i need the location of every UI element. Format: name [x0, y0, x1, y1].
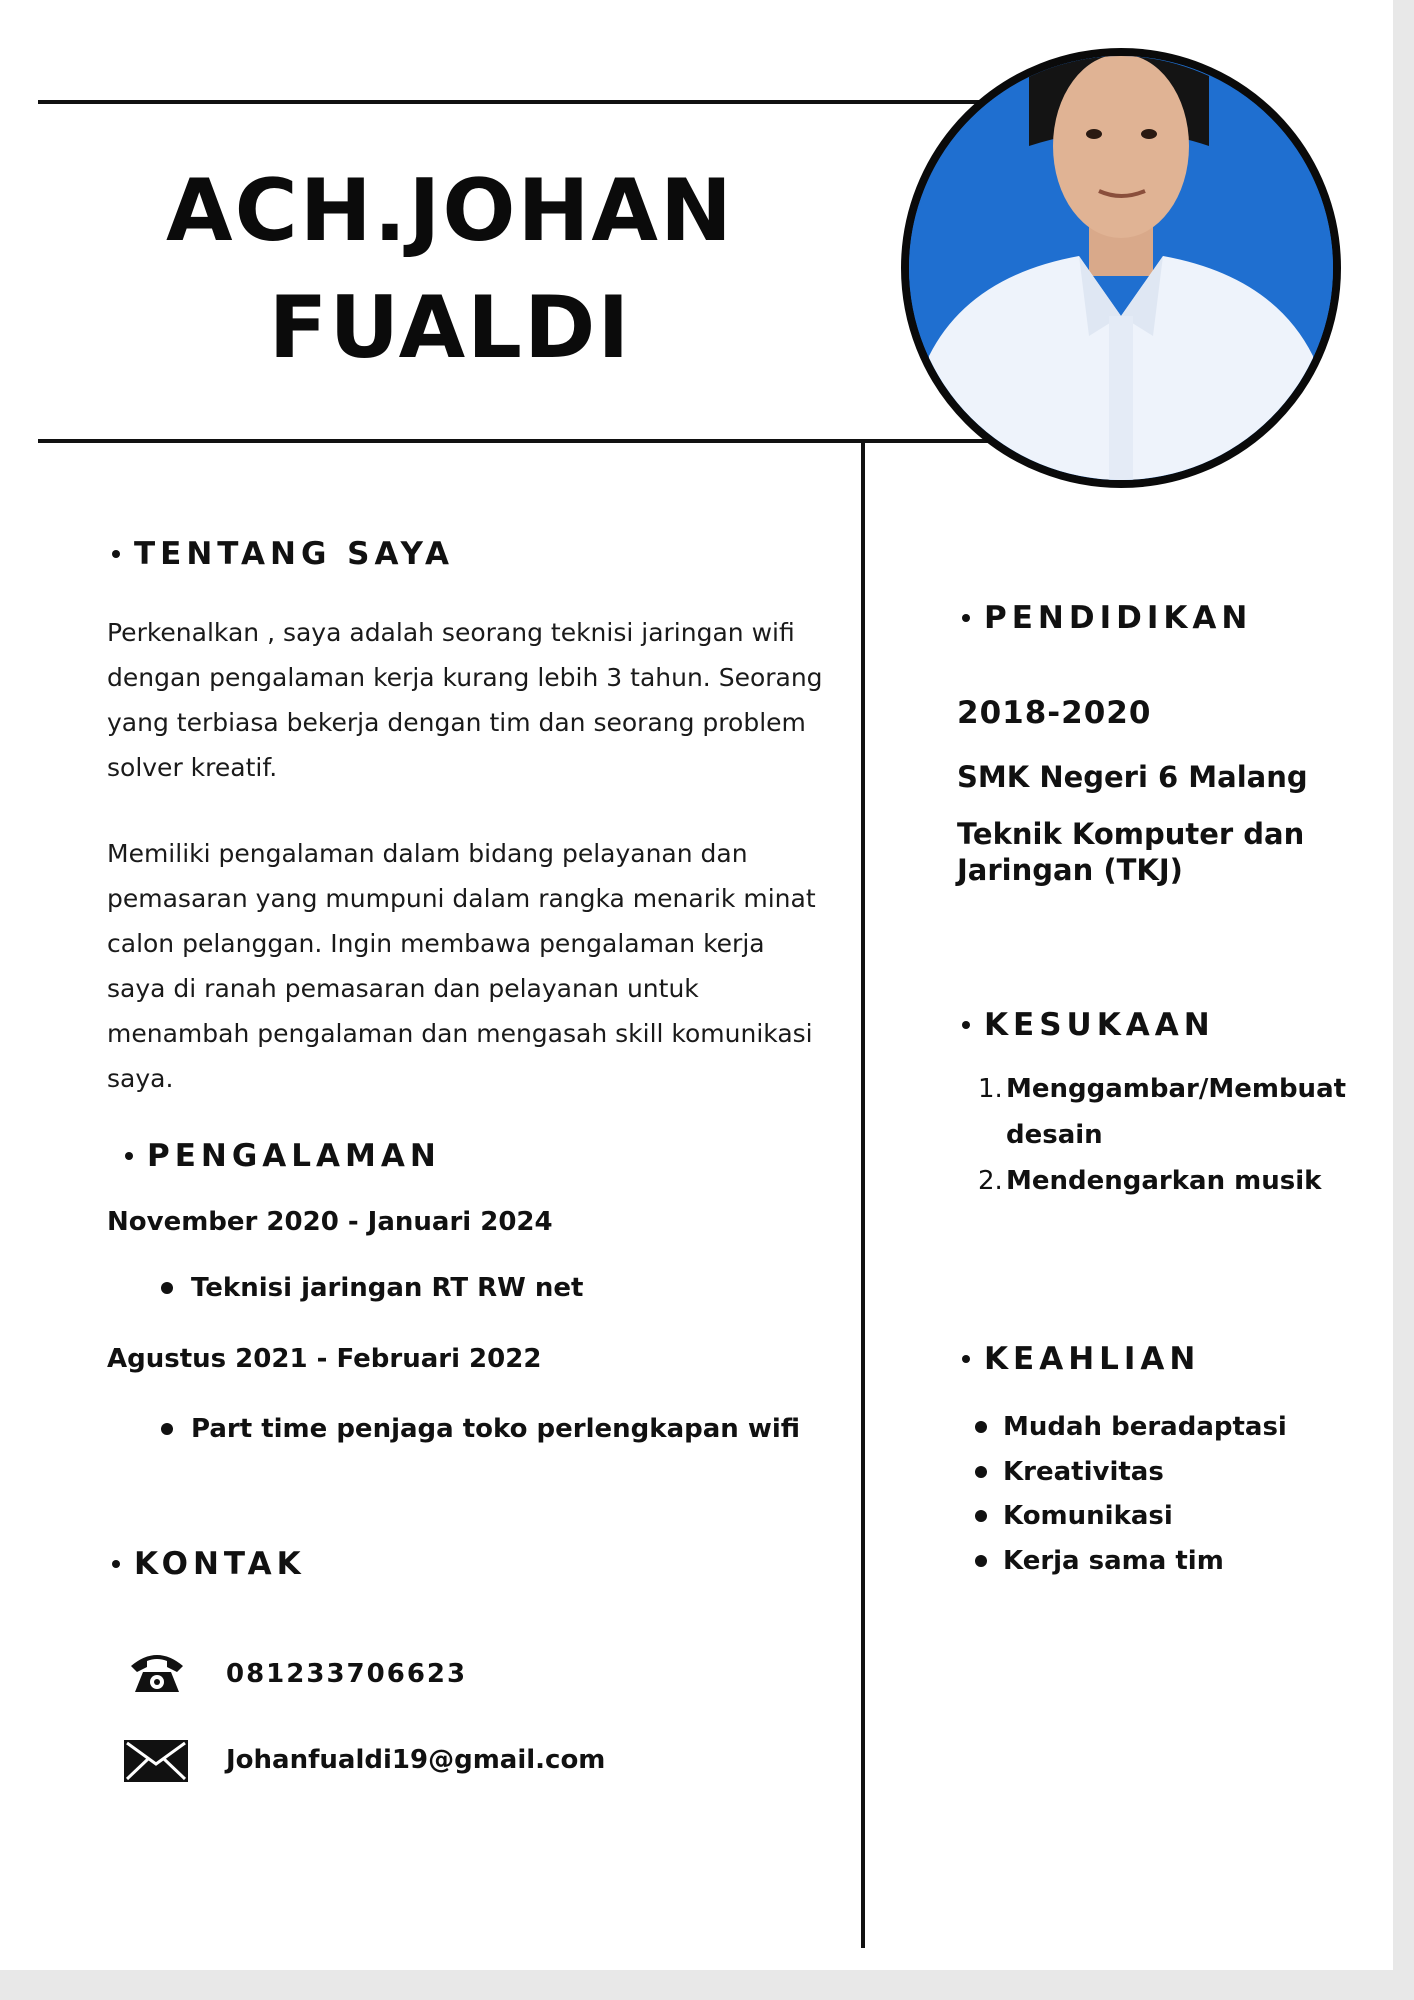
profile-photo-image — [909, 56, 1333, 480]
bullet-dot — [975, 1555, 987, 1567]
list-item — [978, 1112, 1348, 1158]
phone-icon — [127, 1650, 187, 1696]
section-title-hobbies — [962, 1007, 1215, 1043]
education-school: SMK Negeri 6 Malang — [957, 760, 1308, 794]
skill-text: Komunikasi — [1003, 1501, 1173, 1531]
skill-text: Kerja sama tim — [1003, 1545, 1224, 1576]
education-years: 2018-2020 — [957, 695, 1152, 731]
hobby-text: Mendengarkan musik — [1006, 1166, 1322, 1196]
profile-photo — [901, 48, 1341, 488]
section-bullet — [125, 1152, 133, 1160]
section-title-experience — [125, 1138, 441, 1174]
section-bullet — [112, 1560, 120, 1568]
bullet-dot — [975, 1466, 987, 1478]
experience-period: Agustus 2021 - Februari 2022 — [107, 1344, 542, 1374]
hobby-text-continued: desain — [1006, 1120, 1103, 1150]
list-item — [975, 1494, 1287, 1539]
name-line-2: FUALDI — [268, 278, 632, 378]
experience-role — [161, 1273, 583, 1303]
section-title-text: KONTAK — [134, 1546, 306, 1582]
hobby-text: Menggambar/Membuat — [1006, 1074, 1347, 1104]
section-title-text: KEAHLIAN — [984, 1341, 1201, 1377]
about-paragraph-2: Memiliki pengalaman dalam bidang pelayanan dan pemasaran yang mumpuni dalam rangka menarik minat calon pelanggan. Ingin membawa pengalaman kerja saya di ranah pemasaran dan pelayanan untuk menambah pengalaman dan mengasah skill komunikasi saya. — [107, 839, 816, 1093]
section-bullet — [962, 614, 970, 622]
education-major-line-1: Teknik Komputer dan — [957, 817, 1305, 851]
bullet-dot — [975, 1510, 987, 1522]
section-bullet — [962, 1021, 970, 1029]
section-title-about — [112, 536, 454, 572]
section-title-text: TENTANG SAYA — [134, 536, 455, 572]
about-paragraph-1: Perkenalkan , saya adalah seorang teknisi jaringan wifi dengan pengalaman kerja kurang lebih 3 tahun. Seorang yang terbiasa bekerja dengan tim dan seorang problem solver kreatif. — [107, 618, 823, 782]
section-title-education — [962, 600, 1252, 636]
hobbies-list — [978, 1066, 1348, 1204]
list-number: 1. — [978, 1074, 1003, 1104]
list-number: 2. — [978, 1166, 1003, 1196]
list-item — [975, 1539, 1287, 1584]
section-title-contact — [112, 1546, 306, 1582]
experience-period: November 2020 - Januari 2024 — [107, 1207, 553, 1237]
name-line-1: ACH.JOHAN — [166, 161, 734, 261]
list-item — [978, 1066, 1348, 1112]
list-number-spacer — [978, 1112, 1006, 1158]
section-bullet — [112, 550, 120, 558]
column-divider — [861, 441, 865, 1948]
skills-list — [975, 1405, 1287, 1583]
list-item — [978, 1158, 1348, 1204]
header-top-rule — [38, 100, 998, 104]
experience-role-text: Teknisi jaringan RT RW net — [191, 1273, 584, 1303]
list-item — [975, 1405, 1287, 1450]
experience-role — [161, 1414, 800, 1444]
section-title-text: KESUKAAN — [984, 1007, 1215, 1043]
header-bottom-rule — [38, 439, 998, 443]
section-title-text: PENDIDIKAN — [984, 600, 1253, 636]
bullet-dot — [975, 1421, 987, 1433]
bullet-dot — [161, 1282, 173, 1294]
envelope-icon — [124, 1740, 188, 1782]
education-major-line-2: Jaringan (TKJ) — [957, 853, 1183, 887]
contact-email: Johanfualdi19@gmail.com — [226, 1745, 606, 1775]
section-title-skills — [962, 1341, 1200, 1377]
skill-text: Mudah beradaptasi — [1003, 1412, 1287, 1442]
section-bullet — [962, 1355, 970, 1363]
bullet-dot — [161, 1423, 173, 1435]
section-title-text: PENGALAMAN — [147, 1138, 441, 1174]
contact-phone: 081233706623 — [226, 1659, 468, 1689]
experience-role-text: Part time penjaga toko perlengkapan wifi — [191, 1414, 801, 1444]
skill-text: Kreativitas — [1003, 1456, 1164, 1487]
list-item — [975, 1450, 1287, 1495]
